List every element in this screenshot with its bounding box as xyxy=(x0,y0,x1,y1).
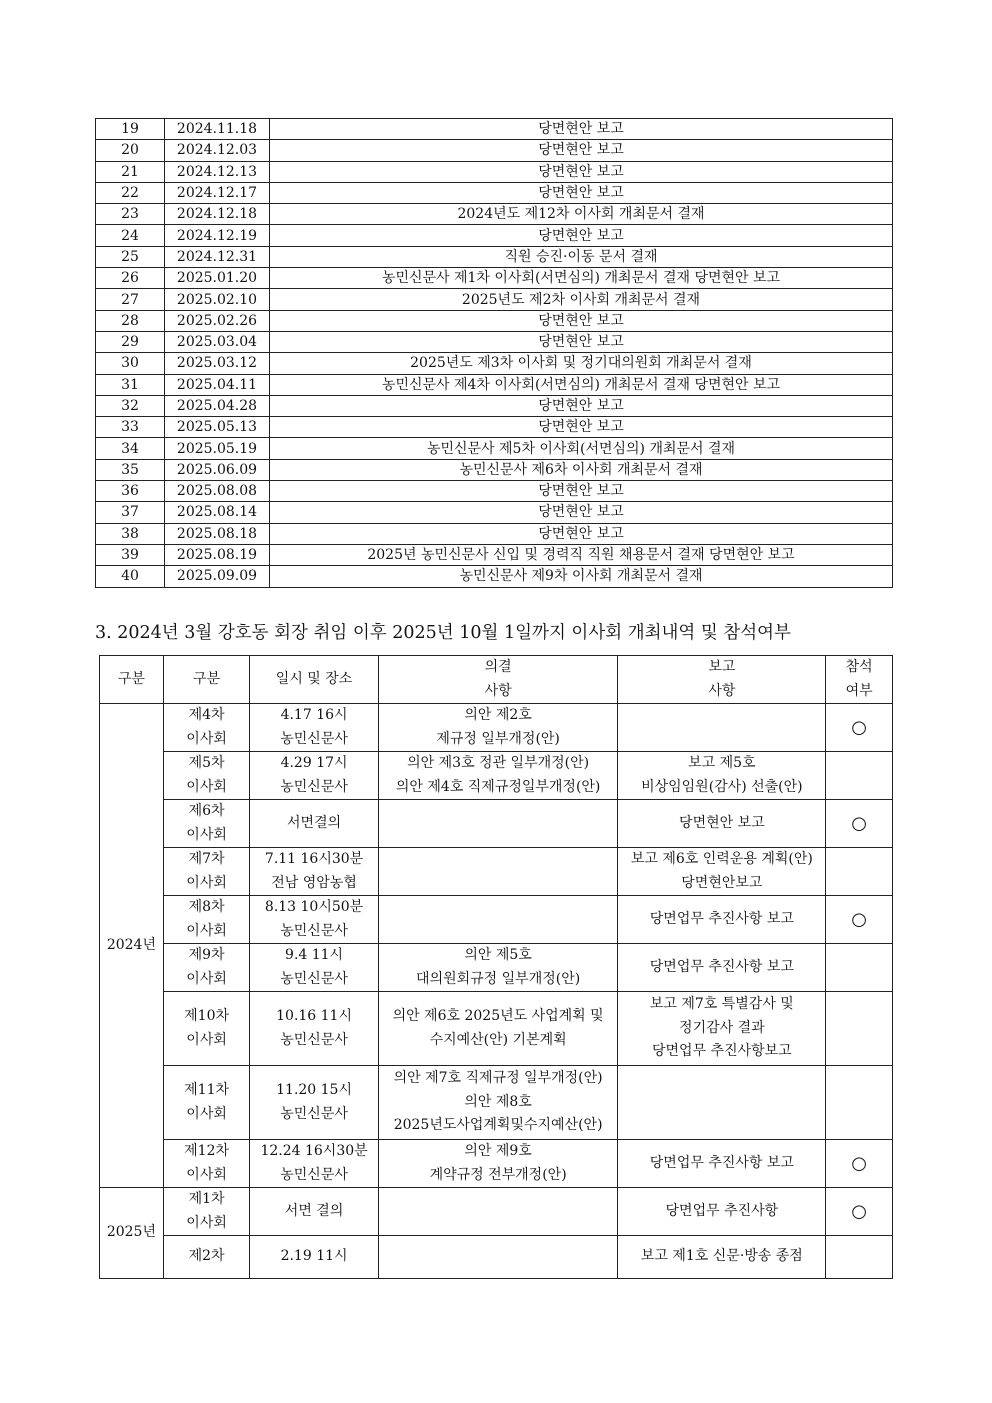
datetime-place-cell xyxy=(250,944,378,992)
row-content: 당면현안 보고 xyxy=(270,481,893,502)
row-number: 40 xyxy=(96,566,165,587)
report-cell xyxy=(618,1140,826,1188)
row-number: 28 xyxy=(96,310,165,331)
table-row xyxy=(96,438,893,459)
session-cell-line: 이사회 xyxy=(186,1105,227,1122)
session-cell-line: 제1차 xyxy=(188,1191,225,1207)
report-cell xyxy=(618,1236,826,1279)
datetime-place-cell-line: 8.13 10시50분 xyxy=(264,899,364,915)
table-row xyxy=(96,395,893,416)
session-cell-line: 이사회 xyxy=(186,826,227,843)
attendance-cell xyxy=(826,944,893,992)
table-row xyxy=(96,417,893,438)
datetime-place-cell xyxy=(250,704,378,752)
header-report-line2: 사항 xyxy=(708,682,736,699)
table-row xyxy=(96,481,893,502)
row-number: 37 xyxy=(96,502,165,523)
row-number: 36 xyxy=(96,481,165,502)
resolution-cell-line: 의안 제8호 xyxy=(464,1093,532,1110)
board-meeting-header xyxy=(100,656,893,704)
table-row xyxy=(100,1066,893,1140)
session-cell-line: 이사회 xyxy=(186,1214,227,1231)
row-date: 2025.02.26 xyxy=(165,310,270,331)
table-row xyxy=(100,704,893,752)
row-content: 농민신문사 제6차 이사회 개최문서 결재 xyxy=(270,459,893,480)
session-cell-line: 제5차 xyxy=(188,755,225,771)
attendance-cell xyxy=(826,752,893,800)
row-date: 2025.04.28 xyxy=(165,395,270,416)
row-date: 2024.12.17 xyxy=(165,182,270,203)
table-row xyxy=(100,1236,893,1279)
row-content: 당면현안 보고 xyxy=(270,182,893,203)
row-content: 당면현안 보고 xyxy=(270,417,893,438)
row-date: 2025.02.10 xyxy=(165,289,270,310)
table-row xyxy=(96,246,893,267)
board-meeting-table xyxy=(99,655,893,1279)
row-number: 21 xyxy=(96,161,165,182)
session-cell xyxy=(163,896,250,944)
datetime-place-cell-line: 4.29 17시 xyxy=(280,755,348,771)
table-row xyxy=(100,800,893,848)
attendance-cell xyxy=(826,1066,893,1140)
table-row xyxy=(100,752,893,800)
row-number: 24 xyxy=(96,225,165,246)
resolution-cell xyxy=(378,1236,618,1279)
resolution-cell-line: 의안 제6호 2025년도 사업계획 및 xyxy=(392,1008,604,1024)
table-row xyxy=(96,353,893,374)
datetime-place-cell-line: 농민신문사 xyxy=(280,730,348,747)
resolution-cell-line: 대의원회규정 일부개정(안) xyxy=(416,970,581,987)
table-row xyxy=(100,992,893,1066)
report-cell xyxy=(618,1066,826,1140)
table-row xyxy=(96,225,893,246)
row-content: 당면현안 보고 xyxy=(270,119,893,140)
row-date: 2025.08.18 xyxy=(165,523,270,544)
row-number: 22 xyxy=(96,182,165,203)
resolution-cell xyxy=(378,1066,618,1140)
attendance-mark: ○ xyxy=(851,1200,867,1222)
report-cell-line: 당면업무 추진사항보고 xyxy=(652,1043,792,1060)
attendance-cell xyxy=(826,1236,893,1279)
year-cell: 2025년 xyxy=(100,1188,164,1279)
session-cell xyxy=(163,704,250,752)
datetime-place-cell xyxy=(250,1140,378,1188)
datetime-place-cell xyxy=(250,1188,378,1236)
session-cell-line: 제12차 xyxy=(184,1143,230,1159)
row-content: 농민신문사 제1차 이사회(서면심의) 개최문서 결재 당면현안 보고 xyxy=(270,268,893,289)
header-attendance xyxy=(826,656,893,704)
row-content: 농민신문사 제5차 이사회(서면심의) 개최문서 결재 xyxy=(270,438,893,459)
table-row xyxy=(100,1140,893,1188)
row-content: 당면현안 보고 xyxy=(270,140,893,161)
session-cell xyxy=(163,992,250,1066)
header-attendance-line2: 여부 xyxy=(845,682,873,699)
row-content: 2024년도 제12차 이사회 개최문서 결재 xyxy=(270,204,893,225)
attendance-cell xyxy=(826,848,893,896)
header-row xyxy=(100,656,893,704)
row-date: 2025.08.08 xyxy=(165,481,270,502)
table-row xyxy=(96,268,893,289)
table-row xyxy=(96,161,893,182)
datetime-place-cell-line: 7.11 16시30분 xyxy=(264,851,364,867)
report-cell xyxy=(618,848,826,896)
session-cell-line: 제10차 xyxy=(184,1008,230,1024)
header-resolution-line1: 의결 xyxy=(484,659,512,675)
row-date: 2025.08.19 xyxy=(165,544,270,565)
report-cell-line: 당면업무 추진사항 보고 xyxy=(649,1154,794,1171)
report-cell-line: 당면업무 추진사항 보고 xyxy=(649,910,794,927)
resolution-cell xyxy=(378,1188,618,1236)
datetime-place-cell-line: 4.17 16시 xyxy=(280,707,348,723)
header-attendance-line1: 참석 xyxy=(845,659,873,675)
session-cell xyxy=(163,944,250,992)
row-content: 당면현안 보고 xyxy=(270,331,893,352)
row-number: 31 xyxy=(96,374,165,395)
datetime-place-cell xyxy=(250,896,378,944)
datetime-place-cell-line: 9.4 11시 xyxy=(285,947,344,963)
resolution-cell-line: 의안 제5호 xyxy=(464,947,532,963)
row-content: 당면현안 보고 xyxy=(270,161,893,182)
resolution-cell-line: 2025년도사업계획및수지예산(안) xyxy=(393,1117,603,1134)
resolution-cell xyxy=(378,752,618,800)
row-date: 2025.06.09 xyxy=(165,459,270,480)
datetime-place-cell xyxy=(250,1236,378,1279)
attendance-mark: ○ xyxy=(851,716,867,738)
session-cell-line: 이사회 xyxy=(186,778,227,795)
datetime-place-cell-line: 농민신문사 xyxy=(280,970,348,987)
row-date: 2025.09.09 xyxy=(165,566,270,587)
resolution-cell xyxy=(378,1140,618,1188)
row-date: 2025.04.11 xyxy=(165,374,270,395)
table-row xyxy=(96,544,893,565)
session-cell-line: 제4차 xyxy=(188,707,225,723)
resolution-cell xyxy=(378,704,618,752)
row-content: 2025년 농민신문사 신입 및 경력직 직원 채용문서 결재 당면현안 보고 xyxy=(270,544,893,565)
resolution-cell-line: 의안 제7호 직제규정 일부개정(안) xyxy=(393,1070,603,1087)
report-cell xyxy=(618,752,826,800)
attendance-cell xyxy=(826,896,893,944)
table-row xyxy=(96,140,893,161)
datetime-place-cell-line: 농민신문사 xyxy=(280,778,348,795)
row-date: 2024.12.31 xyxy=(165,246,270,267)
resolution-cell xyxy=(378,848,618,896)
row-content: 직원 승진·이동 문서 결재 xyxy=(270,246,893,267)
report-cell-line: 당면업무 추진사항 xyxy=(665,1202,779,1219)
session-cell-line: 제2차 xyxy=(188,1248,225,1265)
table-row xyxy=(96,182,893,203)
report-cell-line: 비상임임원(감사) 선출(안) xyxy=(641,778,803,795)
row-number: 26 xyxy=(96,268,165,289)
header-resolution xyxy=(378,656,618,704)
approval-log-body xyxy=(96,119,893,588)
row-date: 2025.05.19 xyxy=(165,438,270,459)
datetime-place-cell-line: 11.20 15시 xyxy=(276,1082,352,1098)
row-content: 2025년도 제2차 이사회 개최문서 결재 xyxy=(270,289,893,310)
datetime-place-cell-line: 농민신문사 xyxy=(280,1166,348,1183)
table-row xyxy=(96,119,893,140)
report-cell-line: 당면현안 보고 xyxy=(679,814,765,831)
datetime-place-cell-line: 서면 결의 xyxy=(284,1202,344,1219)
resolution-cell-line: 제규정 일부개정(안) xyxy=(436,730,560,747)
session-cell-line: 이사회 xyxy=(186,970,227,987)
row-number: 35 xyxy=(96,459,165,480)
report-cell xyxy=(618,992,826,1066)
session-cell-line: 제7차 xyxy=(188,851,225,867)
row-number: 19 xyxy=(96,119,165,140)
attendance-cell xyxy=(826,992,893,1066)
datetime-place-cell xyxy=(250,752,378,800)
session-cell xyxy=(163,1140,250,1188)
datetime-place-cell xyxy=(250,992,378,1066)
session-cell xyxy=(163,752,250,800)
approval-log-table xyxy=(95,118,893,588)
datetime-place-cell-line: 농민신문사 xyxy=(280,1105,348,1122)
row-date: 2024.12.13 xyxy=(165,161,270,182)
report-cell xyxy=(618,896,826,944)
board-meeting-body xyxy=(100,704,893,1279)
table-row xyxy=(100,896,893,944)
datetime-place-cell-line: 2.19 11시 xyxy=(280,1248,348,1265)
report-cell xyxy=(618,704,826,752)
attendance-mark: ○ xyxy=(851,1152,867,1174)
session-cell xyxy=(163,800,250,848)
resolution-cell-line: 의안 제3호 정관 일부개정(안) xyxy=(407,755,590,771)
row-number: 29 xyxy=(96,331,165,352)
table-row xyxy=(96,523,893,544)
row-content: 당면현안 보고 xyxy=(270,225,893,246)
resolution-cell-line: 의안 제9호 xyxy=(464,1143,532,1159)
attendance-cell xyxy=(826,704,893,752)
resolution-cell xyxy=(378,800,618,848)
datetime-place-cell-line: 농민신문사 xyxy=(280,1031,348,1048)
header-report-line1: 보고 xyxy=(708,659,736,675)
report-cell xyxy=(618,1188,826,1236)
row-content: 농민신문사 제4차 이사회(서면심의) 개최문서 결재 당면현안 보고 xyxy=(270,374,893,395)
row-number: 25 xyxy=(96,246,165,267)
resolution-cell xyxy=(378,992,618,1066)
row-number: 38 xyxy=(96,523,165,544)
row-number: 30 xyxy=(96,353,165,374)
attendance-cell xyxy=(826,800,893,848)
row-content: 당면현안 보고 xyxy=(270,523,893,544)
report-cell-line: 정기감사 결과 xyxy=(679,1019,765,1036)
session-cell-line: 이사회 xyxy=(186,874,227,891)
session-cell-line: 제6차 xyxy=(188,803,225,819)
report-cell-line: 보고 제5호 xyxy=(688,755,756,771)
row-number: 34 xyxy=(96,438,165,459)
header-session: 구분 xyxy=(163,656,250,704)
datetime-place-cell-line: 10.16 11시 xyxy=(276,1008,352,1024)
row-number: 23 xyxy=(96,204,165,225)
datetime-place-cell-line: 농민신문사 xyxy=(280,922,348,939)
session-cell-line: 제11차 xyxy=(184,1082,230,1098)
datetime-place-cell xyxy=(250,800,378,848)
row-date: 2025.03.04 xyxy=(165,331,270,352)
session-cell xyxy=(163,848,250,896)
row-content: 2025년도 제3차 이사회 및 정기대의원회 개최문서 결재 xyxy=(270,353,893,374)
table-row xyxy=(96,331,893,352)
table-row xyxy=(96,289,893,310)
session-cell-line: 제8차 xyxy=(188,899,225,915)
row-date: 2024.12.18 xyxy=(165,204,270,225)
row-content: 당면현안 보고 xyxy=(270,395,893,416)
row-content: 당면현안 보고 xyxy=(270,502,893,523)
row-number: 32 xyxy=(96,395,165,416)
row-content: 농민신문사 제9차 이사회 개최문서 결재 xyxy=(270,566,893,587)
table-row xyxy=(96,502,893,523)
session-cell-line: 이사회 xyxy=(186,1031,227,1048)
resolution-cell-line: 수지예산(안) 기본계획 xyxy=(429,1031,567,1048)
attendance-mark: ○ xyxy=(851,812,867,834)
session-cell-line: 제9차 xyxy=(188,947,225,963)
datetime-place-cell xyxy=(250,848,378,896)
session-cell-line: 이사회 xyxy=(186,1166,227,1183)
resolution-cell xyxy=(378,896,618,944)
table-row xyxy=(100,1188,893,1236)
resolution-cell-line: 계약규정 전부개정(안) xyxy=(429,1166,567,1183)
attendance-cell xyxy=(826,1140,893,1188)
table-row xyxy=(96,374,893,395)
datetime-place-cell xyxy=(250,1066,378,1140)
session-cell-line: 이사회 xyxy=(186,730,227,747)
row-number: 33 xyxy=(96,417,165,438)
session-cell xyxy=(163,1066,250,1140)
report-cell-line: 당면현안보고 xyxy=(681,874,763,891)
row-number: 20 xyxy=(96,140,165,161)
row-date: 2024.12.03 xyxy=(165,140,270,161)
session-cell-line: 이사회 xyxy=(186,922,227,939)
year-cell: 2024년 xyxy=(100,704,164,1188)
row-number: 39 xyxy=(96,544,165,565)
header-report xyxy=(618,656,826,704)
row-date: 2024.11.18 xyxy=(165,119,270,140)
report-cell-line: 보고 제7호 특별감사 및 xyxy=(649,996,794,1013)
row-date: 2025.05.13 xyxy=(165,417,270,438)
row-date: 2025.01.20 xyxy=(165,268,270,289)
table-row xyxy=(96,310,893,331)
report-cell xyxy=(618,944,826,992)
report-cell-line: 보고 제6호 인력운용 계획(안) xyxy=(630,851,813,867)
session-cell xyxy=(163,1236,250,1279)
attendance-cell xyxy=(826,1188,893,1236)
report-cell-line: 보고 제1호 신문·방송 종점 xyxy=(640,1248,803,1265)
table-row xyxy=(96,459,893,480)
attendance-mark: ○ xyxy=(851,908,867,930)
header-resolution-line2: 사항 xyxy=(484,682,512,699)
header-year: 구분 xyxy=(100,656,164,704)
header-datetime-place: 일시 및 장소 xyxy=(250,656,378,704)
report-cell xyxy=(618,800,826,848)
report-cell-line: 당면업무 추진사항 보고 xyxy=(649,958,794,975)
table-row xyxy=(100,944,893,992)
row-date: 2025.03.12 xyxy=(165,353,270,374)
row-date: 2025.08.14 xyxy=(165,502,270,523)
resolution-cell-line: 의안 제2호 xyxy=(464,707,532,723)
session-cell xyxy=(163,1188,250,1236)
resolution-cell-line: 의안 제4호 직제규정일부개정(안) xyxy=(395,778,601,795)
resolution-cell xyxy=(378,944,618,992)
row-number: 27 xyxy=(96,289,165,310)
row-content: 당면현안 보고 xyxy=(270,310,893,331)
table-row xyxy=(100,848,893,896)
row-date: 2024.12.19 xyxy=(165,225,270,246)
datetime-place-cell-line: 12.24 16시30분 xyxy=(260,1143,368,1159)
section-heading: 3. 2024년 3월 강호동 회장 취임 이후 2025년 10월 1일까지 이사회 개최내역 및 참석여부 xyxy=(95,623,791,643)
datetime-place-cell-line: 전남 영암농협 xyxy=(271,874,357,891)
datetime-place-cell-line: 서면결의 xyxy=(287,814,342,831)
table-row xyxy=(96,566,893,587)
table-row xyxy=(96,204,893,225)
